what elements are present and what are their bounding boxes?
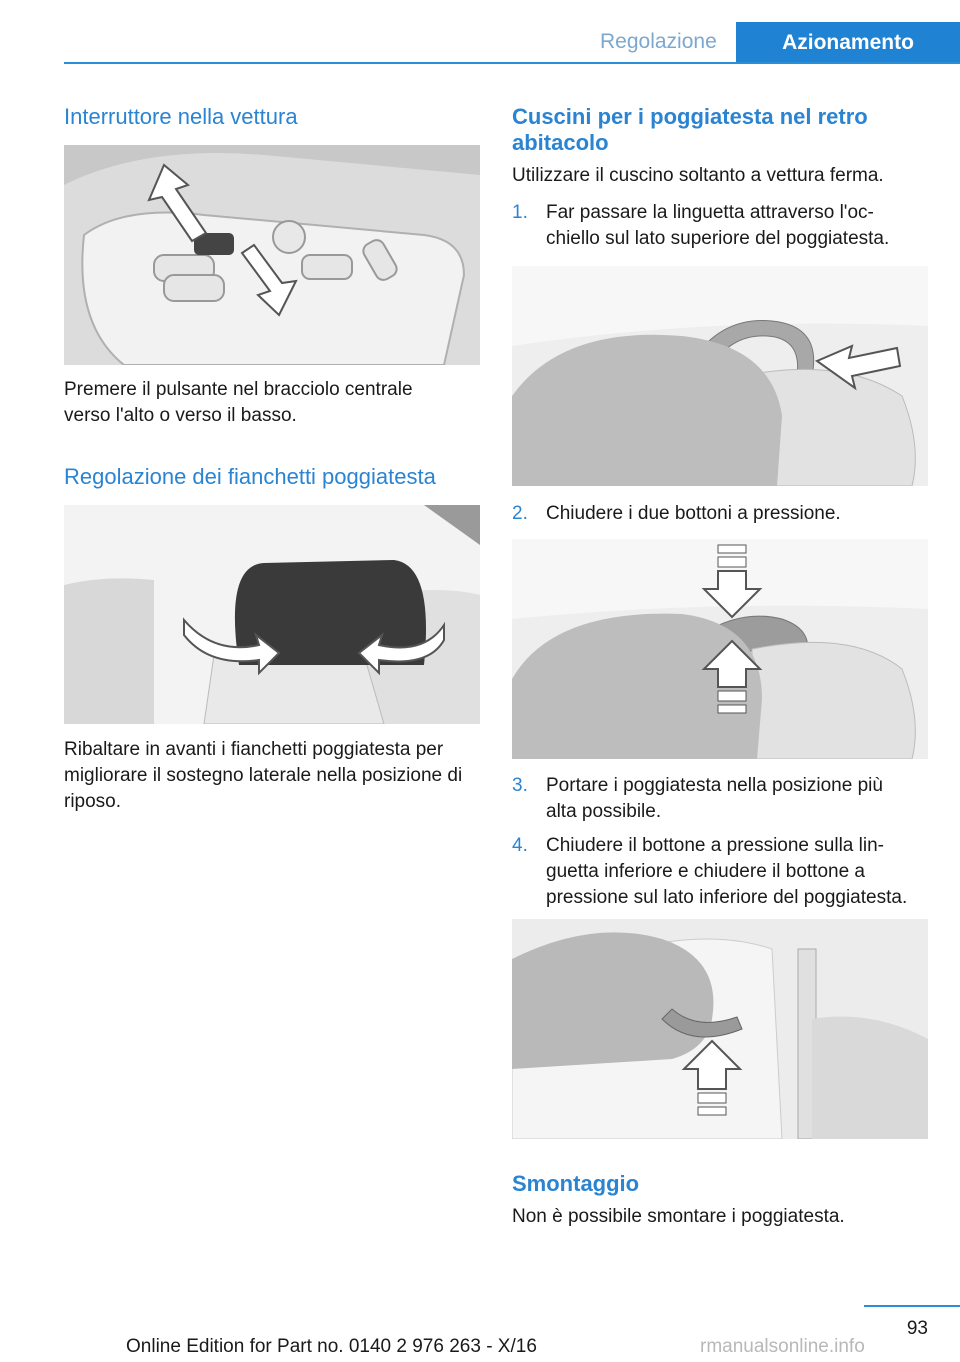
- image-step4-bottom: [512, 919, 928, 1139]
- page-number: 93: [906, 1318, 928, 1339]
- heading-interruttore: Interruttore nella vettura: [64, 104, 298, 129]
- paragraph-wings-line2: migliorare il sostegno laterale nella posizione di: [64, 765, 463, 786]
- image-step2-buttons: [512, 539, 928, 759]
- image-headrest-wings: [64, 505, 480, 724]
- step-number-3: 3.: [512, 775, 528, 796]
- step-number-1: 1.: [512, 202, 528, 223]
- step-2-line1: Chiudere i due bottoni a pressione.: [546, 503, 841, 524]
- image-step1-strap: [512, 266, 928, 486]
- heading-fianchetti: Regolazione dei fianchetti poggiatesta: [64, 464, 436, 489]
- heading-cuscini-line2: abitacolo: [512, 130, 609, 155]
- paragraph-wings-line1: Ribaltare in avanti i fianchetti poggiatesta per: [64, 739, 444, 760]
- header-rule: [64, 62, 960, 64]
- step-3-line1: Portare i poggiatesta nella posizione più: [546, 775, 883, 796]
- step-1-line1: Far passare la linguetta attraverso l'oc-: [546, 202, 874, 223]
- footer-watermark: rmanualsonline.info: [700, 1336, 865, 1357]
- image-seat-switch: [64, 145, 480, 365]
- paragraph-intro: Utilizzare il cuscino soltanto a vettura ferma.: [512, 165, 884, 186]
- step-4-line1: Chiudere il bottone a pressione sulla lin-: [546, 835, 884, 856]
- paragraph-smontaggio: Non è possibile smontare i poggiatesta.: [512, 1206, 845, 1227]
- header-section-tab[interactable]: Regolazione: [600, 30, 717, 53]
- step-4-line3: pressione sul lato inferiore del poggiatesta.: [546, 887, 908, 908]
- paragraph-switch-line1: Premere il pulsante nel bracciolo centrale: [64, 379, 413, 400]
- footer-edition: Online Edition for Part no. 0140 2 976 263 - X/16: [126, 1336, 537, 1357]
- step-1-line2: chiello sul lato superiore del poggiatesta.: [546, 228, 890, 249]
- step-number-2: 2.: [512, 503, 528, 524]
- heading-cuscini-line1: Cuscini per i poggiatesta nel retro: [512, 104, 868, 129]
- page-number-rule: [864, 1305, 960, 1307]
- step-number-4: 4.: [512, 835, 528, 856]
- paragraph-switch-line2: verso l'alto o verso il basso.: [64, 405, 297, 426]
- step-4-line2: guetta inferiore e chiudere il bottone a: [546, 861, 865, 882]
- heading-smontaggio: Smontaggio: [512, 1171, 640, 1196]
- header-chapter-tab[interactable]: Azionamento: [736, 22, 960, 62]
- paragraph-wings-line3: riposo.: [64, 791, 122, 812]
- step-3-line2: alta possibile.: [546, 801, 662, 822]
